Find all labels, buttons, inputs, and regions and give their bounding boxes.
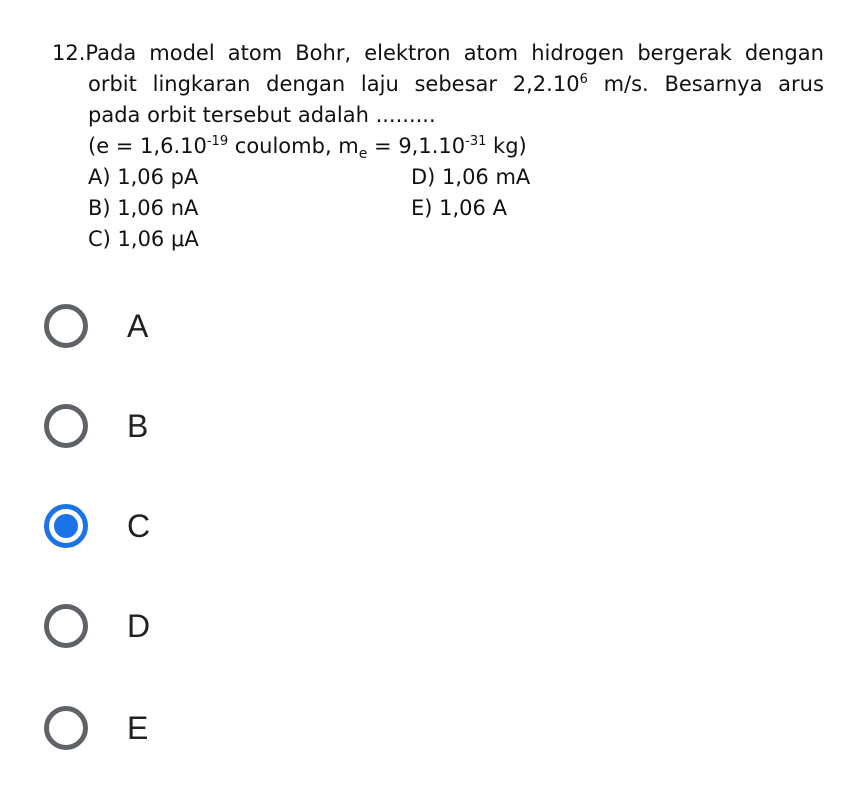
question-options-row-2	[52, 193, 852, 224]
word: arus	[778, 72, 824, 96]
radio-b[interactable]	[44, 404, 88, 448]
question-number-and-first-word: 12.Pada	[52, 41, 137, 65]
option-a-text: A) 1,06 pA	[88, 165, 199, 189]
question-options-row-1	[52, 162, 852, 193]
choice-d-label: D	[127, 607, 151, 644]
word: model	[149, 41, 215, 65]
word: dengan	[744, 41, 824, 65]
word: elektron	[364, 41, 451, 65]
choice-c[interactable]	[44, 496, 444, 556]
radio-e[interactable]	[44, 706, 88, 750]
word: orbit	[88, 72, 137, 96]
word: atom	[463, 41, 519, 65]
question-options-row-3	[52, 224, 852, 255]
choice-d[interactable]	[44, 596, 444, 656]
word: sebesar	[414, 72, 498, 96]
question-constants: ($e = 1,6.10^{-19}$ coulomb, $m_e = 9,1.10^{-31}$ kg)	[88, 134, 527, 162]
question-line-1	[52, 38, 824, 69]
radio-d[interactable]	[44, 604, 88, 648]
choice-a[interactable]	[44, 296, 444, 356]
question-line-3: pada orbit tersebut adalah .........	[88, 103, 436, 127]
option-e-text: E) 1,06 A	[411, 196, 507, 220]
option-b-text: B) 1,06 nA	[88, 196, 199, 220]
word: Besarnya	[664, 72, 763, 96]
radio-dot	[54, 514, 78, 538]
word: dengan	[266, 72, 346, 96]
option-d-text: D) 1,06 mA	[411, 165, 531, 189]
speed-value: 2,2.10$^6$	[512, 72, 588, 96]
choice-e-label: E	[127, 709, 149, 746]
choice-b-label: B	[127, 407, 149, 444]
question-text	[52, 38, 852, 255]
choice-c-label: C	[127, 507, 151, 544]
word: laju	[360, 72, 399, 96]
radio-a[interactable]	[44, 304, 88, 348]
question-line-2	[52, 69, 824, 100]
word: Bohr,	[295, 41, 352, 65]
word: lingkaran	[152, 72, 251, 96]
word: hidrogen	[531, 41, 625, 65]
choice-a-label: A	[127, 307, 149, 344]
word: m/s.	[603, 72, 649, 96]
radio-c[interactable]	[44, 504, 88, 548]
choice-e[interactable]	[44, 698, 444, 758]
word: atom	[227, 41, 283, 65]
word: bergerak	[637, 41, 732, 65]
option-c-text: C) 1,06 μA	[88, 227, 199, 251]
choice-b[interactable]	[44, 396, 444, 456]
